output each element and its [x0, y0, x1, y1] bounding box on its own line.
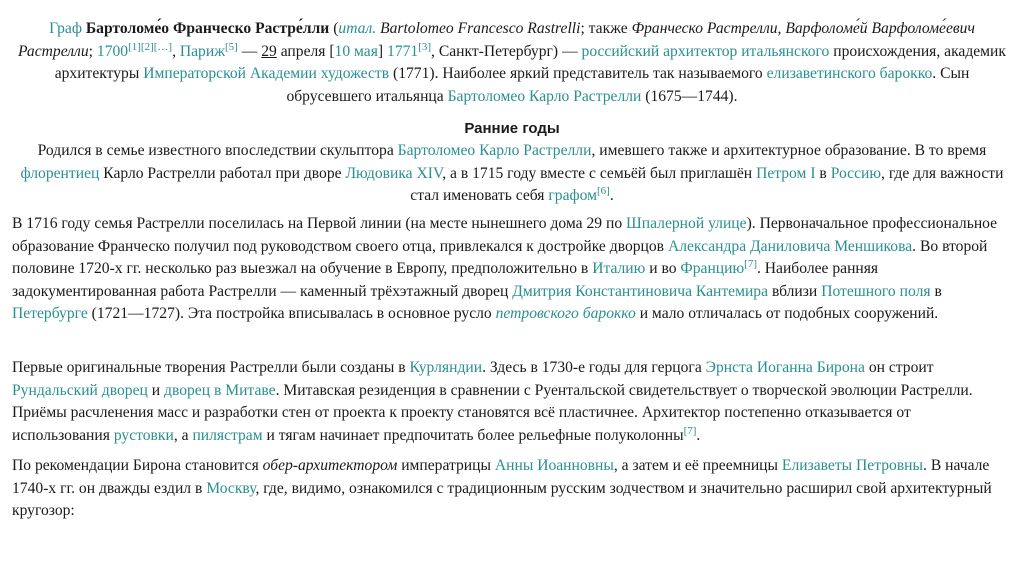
- link-moscow[interactable]: Москву: [206, 479, 256, 497]
- paragraph-biron: [12, 455, 1012, 523]
- text: В 1716 году семья Растрелли поселилась на Первой линии (на месте нынешнего дома 29 по: [12, 215, 623, 232]
- text: .: [696, 426, 701, 444]
- section-title: Ранние годы: [464, 120, 560, 137]
- link-elizabethan[interactable]: елизаветинского барокко: [766, 65, 933, 83]
- link-pilasters[interactable]: пилястрам: [192, 426, 263, 444]
- text: . Сын обрусевшего итальянца: [286, 65, 970, 105]
- text: (: [333, 20, 339, 37]
- chief-architect: обер-архитектором: [262, 457, 398, 474]
- text: .: [609, 187, 614, 205]
- text: и во: [649, 260, 677, 278]
- ref-7[interactable]: [7]: [683, 424, 697, 437]
- text: в: [934, 282, 942, 300]
- text: , а: [173, 426, 189, 444]
- link-france[interactable]: Францию: [680, 260, 745, 278]
- link-menshikov[interactable]: Александра Даниловича Меншикова: [667, 237, 913, 255]
- latin-name: Bartolomeo Francesco Rastrelli: [380, 20, 581, 37]
- link-peter[interactable]: Петром I: [756, 164, 816, 182]
- text: По рекомендации Бирона становится: [12, 457, 259, 474]
- link-courland[interactable]: Курляндии: [409, 359, 483, 376]
- text: . В начале 1740-х гг. он дважды ездил в: [12, 457, 990, 497]
- link-year-death[interactable]: 1771: [387, 42, 419, 60]
- text: . Во второй половине 1720-х гг. несколько раз выезжал на обучение в Европу, предположительно в: [12, 237, 988, 278]
- intro-paragraph: [12, 18, 1012, 108]
- date-day[interactable]: 29: [261, 42, 277, 60]
- text: и: [151, 381, 161, 399]
- text: императрицы: [401, 457, 491, 474]
- text: ,: [172, 42, 176, 60]
- link-father[interactable]: Бартоломео Карло Растрелли: [397, 142, 592, 159]
- link-count[interactable]: графом: [548, 187, 597, 205]
- ref-3[interactable]: [3]: [418, 40, 432, 53]
- link-russian-arch[interactable]: российский архитектор: [581, 42, 738, 60]
- text: апреля [: [280, 42, 335, 60]
- early-years-paragraph: [20, 140, 1004, 208]
- text: (1721—1727). Эта постройка вписывалась в основное русло: [91, 305, 492, 323]
- text: Первые оригинальные творения Растрелли были созданы в: [12, 359, 406, 376]
- text: , а затем и её преемницы: [613, 457, 779, 474]
- ref-birth[interactable]: [1][2][…]: [128, 40, 173, 53]
- link-rundale[interactable]: Рундальский дворец: [12, 381, 148, 399]
- link-petrine-baroque[interactable]: петровского барокко: [495, 305, 636, 323]
- link-petersburg[interactable]: Петербурге: [12, 305, 88, 323]
- text: , Санкт-Петербург) —: [431, 42, 578, 60]
- text: ]: [377, 42, 384, 60]
- link-elizabeth[interactable]: Елизаветы Петровны: [781, 457, 924, 474]
- text: и тягам начинает предпочитать более рельефные полуколонны: [266, 426, 684, 444]
- text: , имевшего также и архитектурное образование. В то время: [591, 142, 987, 159]
- ref-6[interactable]: [6]: [596, 185, 610, 198]
- text: —: [241, 42, 258, 60]
- link-anna[interactable]: Анны Иоанновны: [494, 457, 614, 474]
- link-may10[interactable]: 10 мая: [334, 42, 378, 60]
- link-biron[interactable]: Эрнста Иоганна Бирона: [705, 359, 865, 376]
- link-year-birth[interactable]: 1700: [96, 42, 129, 60]
- text: (1771). Наиболее яркий представитель так называемого: [393, 65, 763, 83]
- text: ;: [88, 42, 93, 60]
- link-russia[interactable]: Россию: [830, 164, 882, 182]
- text: , где для важности стал именовать себя: [410, 164, 1004, 205]
- text: . Митавская резиденция в сравнении с Руентальской свидетельствует о творческой эволюции Растрелли. Приёмы расчленения масс и разработки стен от проекта к проекту становятся всё пластичнее. Архитектор постепенно отказывается от использования: [12, 381, 973, 444]
- link-louis[interactable]: Людовика XIV: [345, 164, 443, 182]
- link-florentine[interactable]: флорентиец: [20, 164, 100, 182]
- text: он строит: [868, 359, 934, 376]
- text: ). Первоначальное профессиональное образование Франческо получил под руководством своего отца, привлекался к достройке дворцов: [12, 215, 998, 255]
- link-ital[interactable]: итал.: [338, 20, 377, 37]
- link-academy[interactable]: Императорской Академии художеств: [143, 65, 390, 83]
- alt-names: Франческо Растрелли, Варфоломе́й Варфоломе́евич Растрелли: [18, 20, 975, 60]
- link-italy[interactable]: Италию: [592, 260, 646, 278]
- ref-7[interactable]: [7]: [744, 258, 757, 271]
- link-graf[interactable]: Граф: [49, 20, 82, 37]
- link-kantemir[interactable]: Дмитрия Константиновича Кантемира: [512, 282, 769, 300]
- text: (1675—1744).: [645, 87, 738, 105]
- link-rustication[interactable]: рустовки: [113, 426, 174, 444]
- text: вблизи: [771, 282, 818, 300]
- link-mitava[interactable]: дворец в Митаве: [164, 381, 276, 399]
- text: , а в 1715 году вместе с семьёй был приглашён: [442, 164, 753, 182]
- link-italian[interactable]: итальянского: [741, 42, 830, 60]
- text: в: [819, 164, 827, 182]
- text: Родился в семье известного впоследствии скульптора: [37, 142, 394, 159]
- ref-5[interactable]: [5]: [224, 40, 238, 53]
- text: и мало отличалась от подобных сооружений.: [639, 305, 939, 323]
- link-street[interactable]: Шпалерной улице: [626, 215, 747, 232]
- text: ; также: [580, 20, 628, 37]
- text: . Здесь в 1730-е годы для герцога: [482, 359, 702, 376]
- text: Карло Растрелли работал при дворе: [103, 164, 342, 182]
- link-poteshny[interactable]: Потешного поля: [821, 282, 931, 300]
- paragraph-courland: [12, 357, 1012, 447]
- text: происхождения, академик архитектуры: [54, 42, 1006, 83]
- link-paris[interactable]: Париж: [179, 42, 225, 60]
- paragraph-1716: [12, 213, 1012, 326]
- link-father[interactable]: Бартоломео Карло Растрелли: [447, 87, 642, 105]
- text: , где, видимо, ознакомился с традиционным русским зодчеством и значительно расширил свой архитектурный кругозор:: [12, 479, 992, 520]
- article-name: Бартоломе́о Франческо Растре́лли: [85, 20, 330, 37]
- text: . Наиболее ранняя задокументированная работа Растрелли — каменный трёхэтажный дворец: [12, 260, 879, 300]
